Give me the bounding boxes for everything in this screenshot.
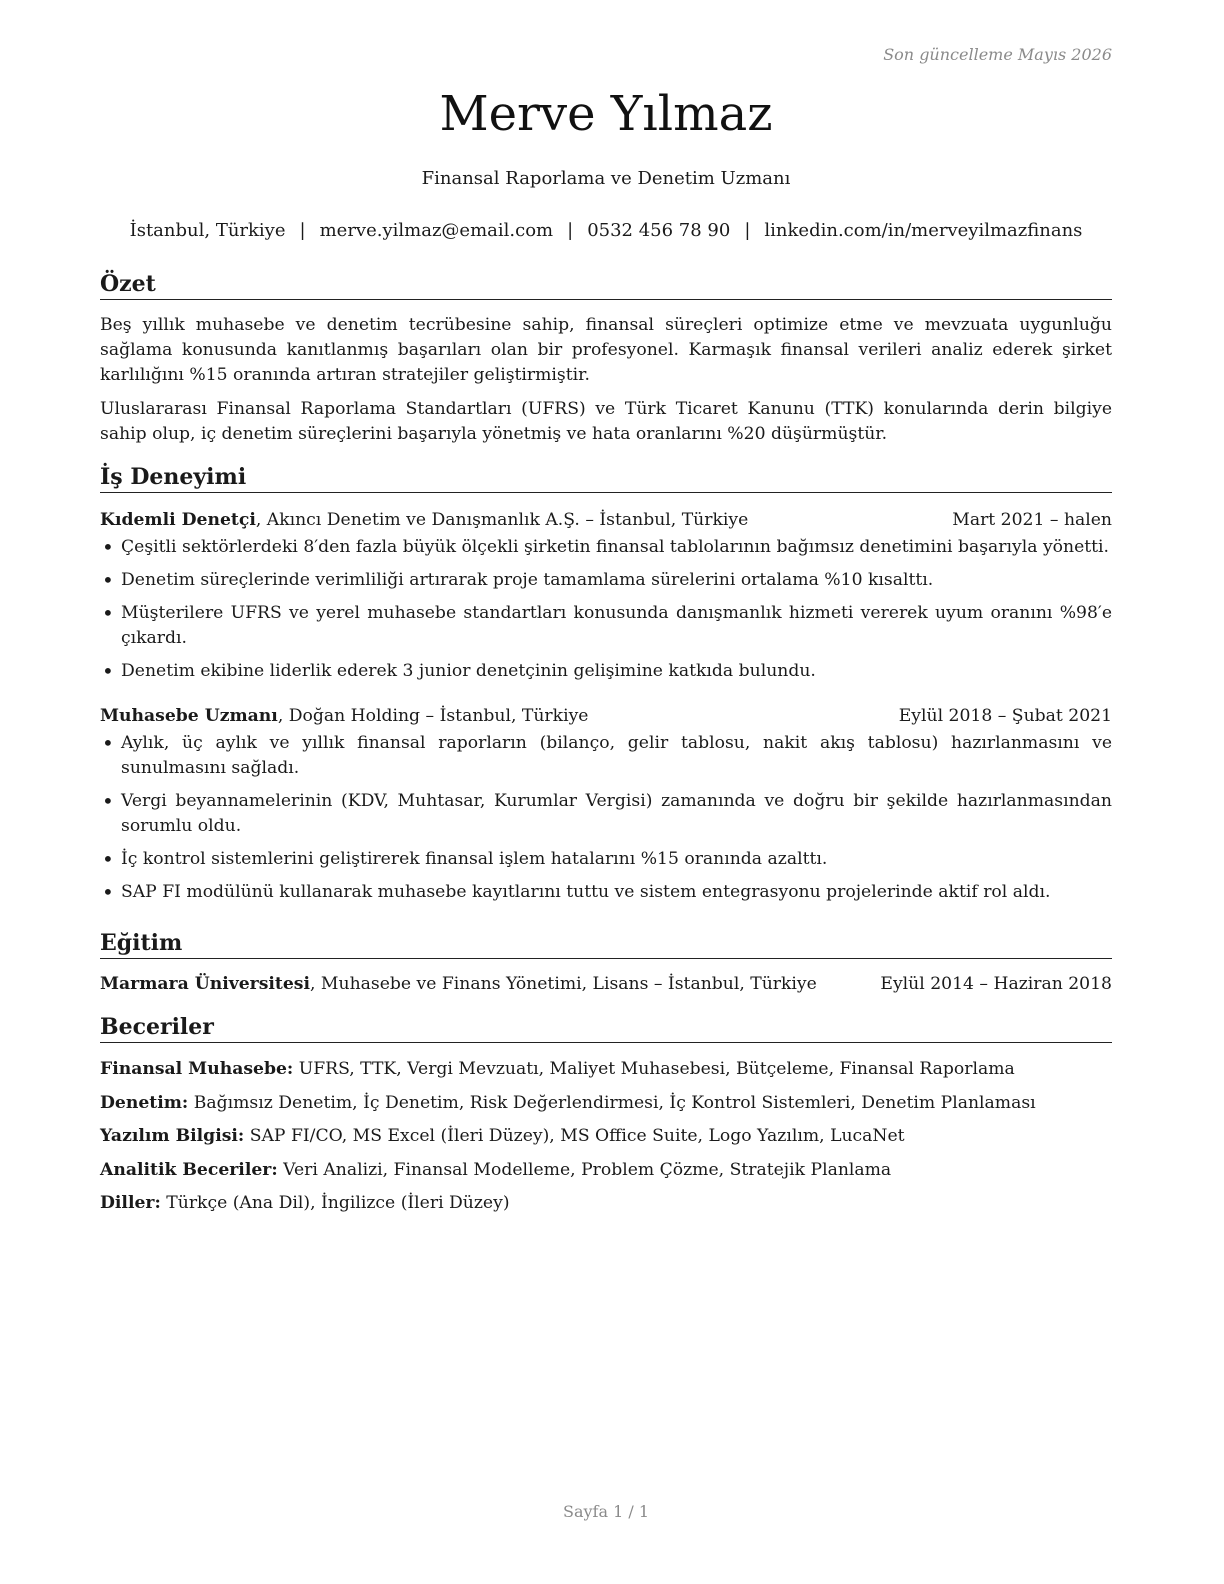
education-section xyxy=(100,929,1112,997)
skill-value: Türkçe (Ana Dil), İngilizce (İleri Düzey) xyxy=(160,1193,510,1213)
skill-row xyxy=(100,1191,1112,1216)
contact-location: İstanbul, Türkiye xyxy=(129,220,286,241)
experience-section xyxy=(100,463,1112,913)
page-number: Sayfa 1 / 1 xyxy=(562,1502,649,1521)
job-bullet: • İç kontrol sistemlerini geliştirerek finansal işlem hatalarını %15 oranında azalttı. xyxy=(100,847,1112,872)
experience-title: İş Deneyimi xyxy=(100,463,1112,493)
job-bullet: • Denetim ekibine liderlik ederek 3 junior denetçinin gelişimine katkıda bulundu. xyxy=(100,659,1112,684)
job-bullet: • Çeşitli sektörlerdeki 8′den fazla büyük ölçekli şirketin finansal tablolarının bağımsız denetimini başarıyla yönetti. xyxy=(100,535,1112,560)
job-bullet: • Aylık, üç aylık ve yıllık finansal raporların (bilanço, gelir tablosu, nakit akış tablosu) hazırlanmasını ve sunulmasını sağladı. xyxy=(100,731,1112,781)
job-bullet: • Vergi beyannamelerinin (KDV, Muhtasar, Kurumlar Vergisi) zamanında ve doğru bir şekilde hazırlanmasından sorumlu oldu. xyxy=(100,789,1112,839)
job-company: , Akıncı Denetim ve Danışmanlık A.Ş. – İstanbul, Türkiye xyxy=(255,510,749,530)
contact-linkedin[interactable]: linkedin.com/in/merveyilmazfinans xyxy=(764,220,1083,241)
job-bullet: • Müşterilere UFRS ve yerel muhasebe standartları konusunda danışmanlık hizmeti vererek uyum oranını %98′e çıkardı. xyxy=(100,601,1112,651)
skill-row xyxy=(100,1124,1112,1149)
job-bullet: • Denetim süreçlerinde verimliliği artırarak proje tamamlama sürelerini ortalama %10 kısalttı. xyxy=(100,568,1112,593)
contact-phone: 0532 456 78 90 xyxy=(587,220,731,241)
job-bullets xyxy=(100,535,1112,684)
job-entry xyxy=(100,704,1112,905)
job-dates: Eylül 2018 – Şubat 2021 xyxy=(898,706,1112,726)
skill-label: Finansal Muhasebe: xyxy=(100,1059,294,1079)
education-dates: Eylül 2014 – Haziran 2018 xyxy=(880,974,1112,994)
education-title: Eğitim xyxy=(100,929,1112,959)
summary-section xyxy=(100,270,1112,447)
skill-label: Yazılım Bilgisi: xyxy=(100,1126,245,1146)
education-details: , Muhasebe ve Finans Yönetimi, Lisans – İstanbul, Türkiye xyxy=(310,974,817,994)
job-role: Kıdemli Denetçi xyxy=(100,510,256,530)
resume-page xyxy=(100,0,1112,1584)
job-dates: Mart 2021 – halen xyxy=(952,510,1112,530)
job-header xyxy=(100,704,1112,729)
skills-title: Beceriler xyxy=(100,1013,1112,1043)
skill-row xyxy=(100,1158,1112,1183)
skill-value: UFRS, TTK, Vergi Mevzuatı, Maliyet Muhasebesi, Bütçeleme, Finansal Raporlama xyxy=(293,1059,1015,1079)
job-entry xyxy=(100,508,1112,684)
contact-separator: | xyxy=(567,220,574,241)
skills-section xyxy=(100,1013,1112,1216)
candidate-headline: Finansal Raporlama ve Denetim Uzmanı xyxy=(421,168,791,189)
candidate-name: Merve Yılmaz xyxy=(439,86,773,142)
skill-value: SAP FI/CO, MS Excel (İleri Düzey), MS Office Suite, Logo Yazılım, LucaNet xyxy=(244,1126,905,1146)
skill-value: Bağımsız Denetim, İç Denetim, Risk Değerlendirmesi, İç Kontrol Sistemleri, Denetim Planlaması xyxy=(188,1092,1036,1113)
contact-separator: | xyxy=(744,220,751,241)
contact-separator: | xyxy=(299,220,306,241)
skill-row xyxy=(100,1091,1112,1116)
last-updated: Son güncelleme Mayıs 2026 xyxy=(883,45,1112,64)
skill-label: Analitik Beceriler: xyxy=(100,1159,278,1180)
skill-row xyxy=(100,1057,1112,1082)
contact-email[interactable]: merve.yilmaz@email.com xyxy=(319,220,554,241)
education-entry xyxy=(100,972,1112,997)
job-role: Muhasebe Uzmanı xyxy=(100,706,278,726)
summary-title: Özet xyxy=(100,270,1112,300)
summary-paragraph: Beş yıllık muhasebe ve denetim tecrübesine sahip, finansal süreçleri optimize etme ve mevzuata uygunluğu sağlama konusunda kanıtlanmış başarıları olan bir profesyonel. Karmaşık finansal verileri analiz ederek şirket karlılığını %15 oranında artıran stratejiler geliştirmiştir. xyxy=(100,315,1112,385)
contact-line xyxy=(80,220,1132,241)
skill-label: Diller: xyxy=(100,1193,161,1213)
job-bullets xyxy=(100,731,1112,905)
job-bullet: • SAP FI modülünü kullanarak muhasebe kayıtlarını tuttu ve sistem entegrasyonu projelerinde aktif rol aldı. xyxy=(100,880,1112,905)
summary-paragraph: Uluslararası Finansal Raporlama Standartları (UFRS) ve Türk Ticaret Kanunu (TTK) konularında derin bilgiye sahip olup, iç denetim süreçlerini başarıyla yönetmiş ve hata oranlarını %20 düşürmüştür. xyxy=(100,399,1112,444)
job-header xyxy=(100,508,1112,533)
skill-label: Denetim: xyxy=(100,1092,189,1113)
education-school: Marmara Üniversitesi xyxy=(100,974,310,994)
job-company: , Doğan Holding – İstanbul, Türkiye xyxy=(277,706,589,726)
skill-value: Veri Analizi, Finansal Modelleme, Problem Çözme, Stratejik Planlama xyxy=(277,1159,892,1180)
